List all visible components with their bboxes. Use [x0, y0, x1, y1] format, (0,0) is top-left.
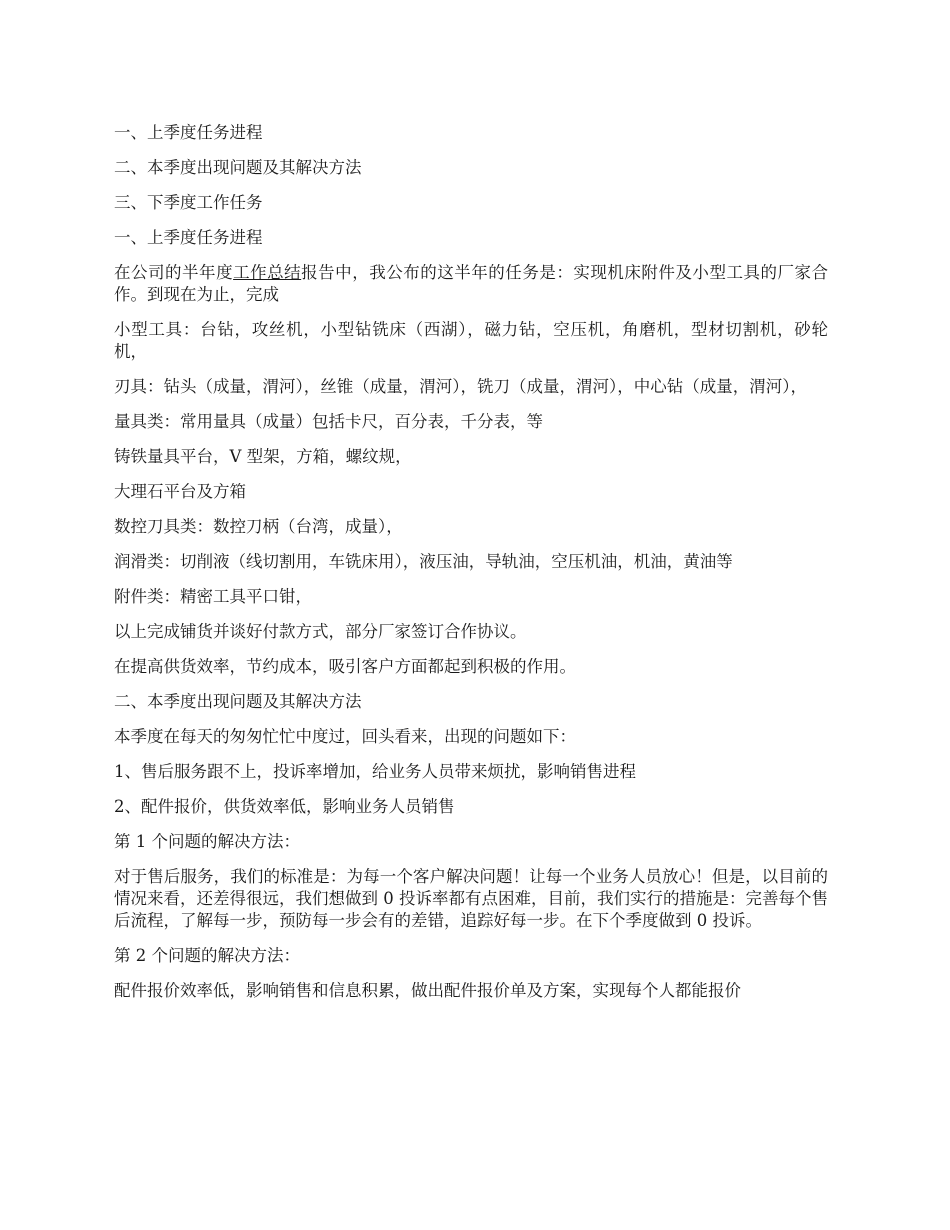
solution-2-heading: 第 2 个问题的解决方法： — [114, 946, 300, 965]
outline-item-3: 三、下季度工作任务 — [114, 193, 263, 212]
document-body — [114, 122, 828, 1015]
solution-1-heading: 第 1 个问题的解决方法： — [114, 832, 300, 851]
lubricants-paragraph: 润滑类：切削液（线切割用，车铣床用），液压油，导轨油，空压机油，机油，黄油等 — [114, 552, 733, 571]
cast-iron-paragraph: 铸铁量具平台，V 型架，方箱，螺纹规， — [114, 447, 412, 466]
marble-platform-paragraph: 大理石平台及方箱 — [114, 482, 246, 501]
intro-paragraph — [114, 262, 828, 306]
cnc-tools-paragraph: 数控刀具类：数控刀柄（台湾，成量）， — [114, 517, 403, 536]
effect-paragraph: 在提高供货效率，节约成本，吸引客户方面都起到积极的作用。 — [114, 657, 576, 676]
outline-item-1: 一、上季度任务进程 — [114, 123, 263, 142]
outline-item-2: 二、本季度出现问题及其解决方法 — [114, 158, 362, 177]
intro-text-before: 在公司的半年度 — [114, 263, 234, 282]
small-tools-paragraph: 小型工具：台钻，攻丝机，小型钻铣床（西湖），磁力钻，空压机，角磨机，型材切割机，砂轮机， — [114, 320, 828, 361]
section-heading-2: 二、本季度出现问题及其解决方法 — [114, 692, 362, 711]
accessories-paragraph: 附件类：精密工具平口钳， — [114, 587, 312, 606]
problem-1-paragraph: 1、售后服务跟不上，投诉率增加，给业务人员带来烦扰，影响销售进程 — [114, 762, 636, 781]
solution-1-paragraph: 对于售后服务，我们的标准是：为每一个客户解决问题！让每一个业务人员放心！但是，以目前的情况来看，还差得很远，我们想做到 0 投诉率都有点困难，目前，我们实行的措施是：完善每个售后流程，了解每一步，预防每一步会有的差错，追踪好每一步。在下个季度做到 0 投诉。 — [114, 867, 828, 930]
completion-paragraph: 以上完成铺货并谈好付款方式，部分厂家签订合作协议。 — [114, 622, 527, 641]
problems-intro-paragraph: 本季度在每天的匆匆忙忙中度过，回头看来，出现的问题如下： — [114, 727, 576, 746]
intro-text-after: 报告中，我公布的这半年的任务是：实现机床附件及小型工具的厂家合作。到现在为止，完成 — [114, 263, 829, 304]
measuring-tools-paragraph: 量具类：常用量具（成量）包括卡尺，百分表，千分表，等 — [114, 412, 543, 431]
problem-2-paragraph: 2、配件报价，供货效率低，影响业务人员销售 — [114, 797, 455, 816]
solution-2-paragraph: 配件报价效率低，影响销售和信息积累，做出配件报价单及方案，实现每个人都能报价 — [114, 981, 741, 1000]
section-heading-1: 一、上季度任务进程 — [114, 228, 263, 247]
cutting-tools-paragraph: 刃具：钻头（成量，渭河），丝锥（成量，渭河），铣刀（成量，渭河），中心钻（成量，渭河）， — [114, 377, 807, 396]
work-summary-link[interactable]: 工作总结 — [233, 263, 302, 282]
